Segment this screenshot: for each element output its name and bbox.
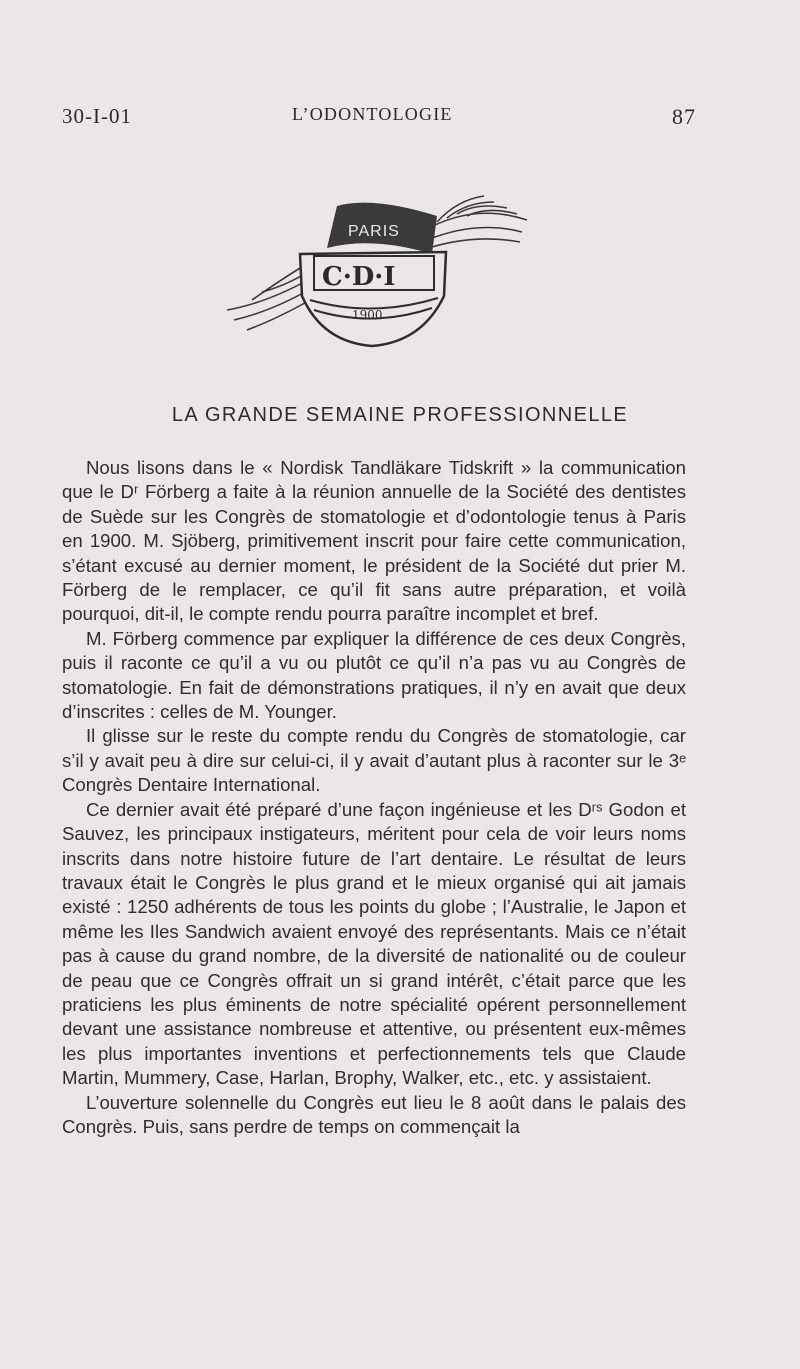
paragraph: Ce dernier avait été préparé d’une façon ingénieuse et les Dʳˢ Godon et Sauvez, les principaux instigateurs, méritent pour cela de voir leurs noms inscrits dans notre histoire future de l’art dentaire. Le résultat de leurs travaux était le Congrès le plus grand et le mieux organisé qui ait jamais existé : 1250 adhérents de tous les points du globe ; l’Australie, le Japon et même les Iles Sandwich avaient envoyé des représentants. Mais ce n’était pas à cause du grand nombre, de la diversité de nationalité ou de couleur de peau que ce Congrès offrait un si grand intérêt, c’était parce que les praticiens les plus éminents de notre spécialité opérent personnellement devant une assistance nombreuse et attentive, ou présentent eux-mêmes les plus importantes inventions et perfectionnements tels que Claude Martin, Mummery, Case, Harlan, Brophy, Walker, etc., etc. y assistaient. [62,798,686,1089]
paragraph: M. Förberg commence par expliquer la différence de ces deux Congrès, puis il raconte ce qu’il a vu ou plutôt ce qu’il n’a pas vu au Congrès de stomatologie. En fait de démonstrations pratiques, il n’y en avait que deux d’inscrites : celles de M. Younger. [62,627,686,723]
svg-text:PARIS: PARIS [348,223,400,240]
running-header [62,104,696,134]
svg-text:C·D·I: C·D·I [322,262,396,292]
journal-title: L’ODONTOLOGIE [292,104,453,124]
page-number: 87 [672,104,696,129]
article-body [62,456,686,1139]
article-title: LA GRANDE SEMAINE PROFESSIONNELLE [171,404,629,426]
paragraph: Il glisse sur le reste du compte rendu du Congrès de stomatologie, car s’il y avait peu à dire sur celui-ci, il y avait d’autant plus à raconter sur le 3ᵉ Congrès Dentaire International. [62,725,686,796]
svg-text:1900: 1900 [352,308,383,322]
issue-date: 30-I-01 [62,104,132,128]
paragraph: L’ouverture solennelle du Congrès eut lieu le 8 août dans le palais des Congrès. Puis, sans perdre de temps on commençait la [62,1091,686,1137]
paragraph: Nous lisons dans le « Nordisk Tandläkare Tidskrift » la communication que le Dʳ Förberg a faite à la réunion annuelle de la Société des dentistes de Suède sur les Congrès de stomatologie et d’odontologie tenus à Paris en 1900. M. Sjöberg, primitivement inscrit pour faire cette communication, s’étant excusé au dernier moment, le président de la Société dut prier M. Förberg de le remplacer, ce qu’il fit sans autre préparation, et voilà pourquoi, dit-il, le compte rendu pourra paraître incomplet et bref. [62,457,686,625]
congress-emblem-icon [222,192,532,352]
